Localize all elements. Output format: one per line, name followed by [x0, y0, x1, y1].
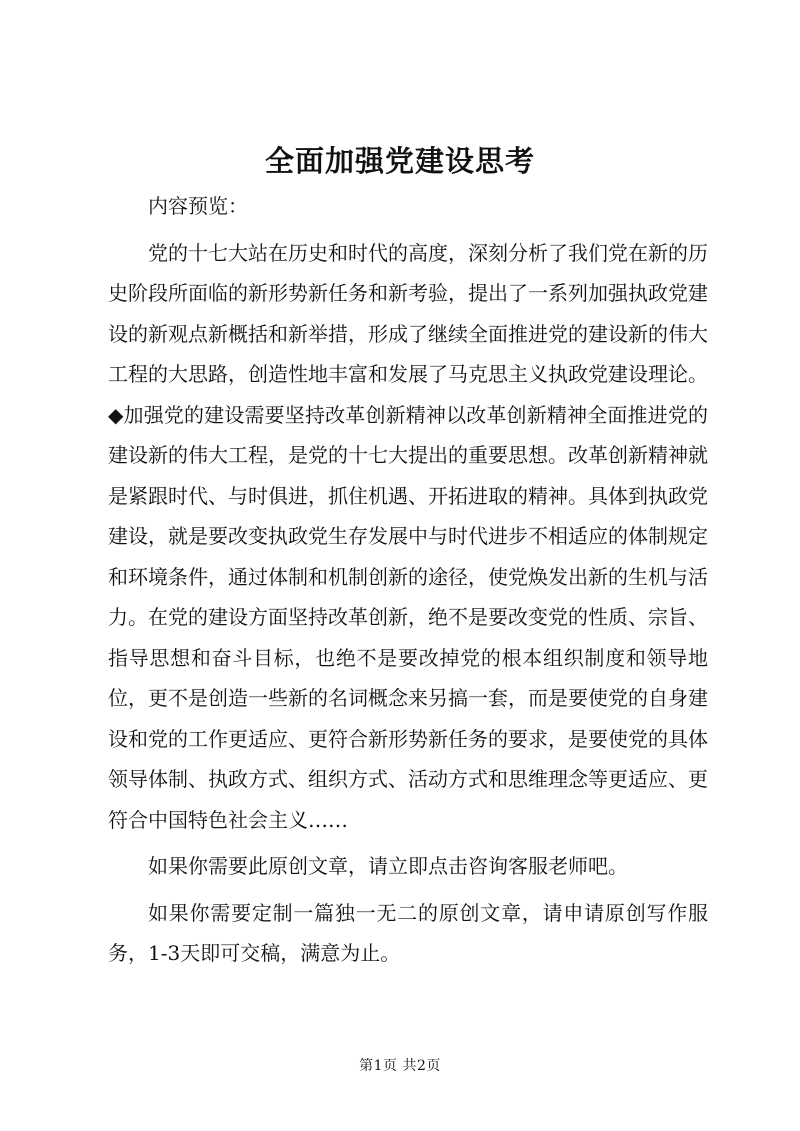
preview-label: 内容预览：: [148, 194, 248, 218]
document-body: [108, 186, 708, 980]
page-indicator: 第1页 共2页: [359, 1058, 441, 1074]
consult-paragraph: 如果你需要此原创文章，请立即点击咨询客服老师吧。: [148, 854, 628, 878]
document-title: 全面加强党建设思考: [264, 144, 535, 178]
custom-writing-paragraph: 如果你需要定制一篇独一无二的原创文章，请申请原创写作服务，1-3天即可交稿，满意为止。: [108, 900, 708, 965]
main-paragraph: 党的十七大站在历史和时代的高度，深刻分析了我们党在新的历史阶段所面临的新形势新任务和新考验，提出了一系列加强执政党建设的新观点新概括和新举措，形成了继续全面推进党的建设新的伟大工程的大思路，创造性地丰富和发展了马克思主义执政党建设理论。◆加强党的建设需要坚持改革创新精神以改革创新精神全面推进党的建设新的伟大工程，是党的十七大提出的重要思想。改革创新精神就是紧跟时代、与时俱进，抓住机遇、开拓进取的精神。具体到执政党建设，就是要改变执政党生存发展中与时代进步不相适应的体制规定和环境条件，通过体制和机制创新的途径，使党焕发出新的生机与活力。在党的建设方面坚持改革创新，绝不是要改变党的性质、宗旨、指导思想和奋斗目标，也绝不是要改掉党的根本组织制度和领导地位，更不是创造一些新的名词概念来另搞一套，而是要使党的自身建设和党的工作更适应、更符合新形势新任务的要求，是要使党的具体领导体制、执政方式、组织方式、活动方式和思维理念等更适应、更符合中国特色社会主义……: [108, 240, 708, 832]
